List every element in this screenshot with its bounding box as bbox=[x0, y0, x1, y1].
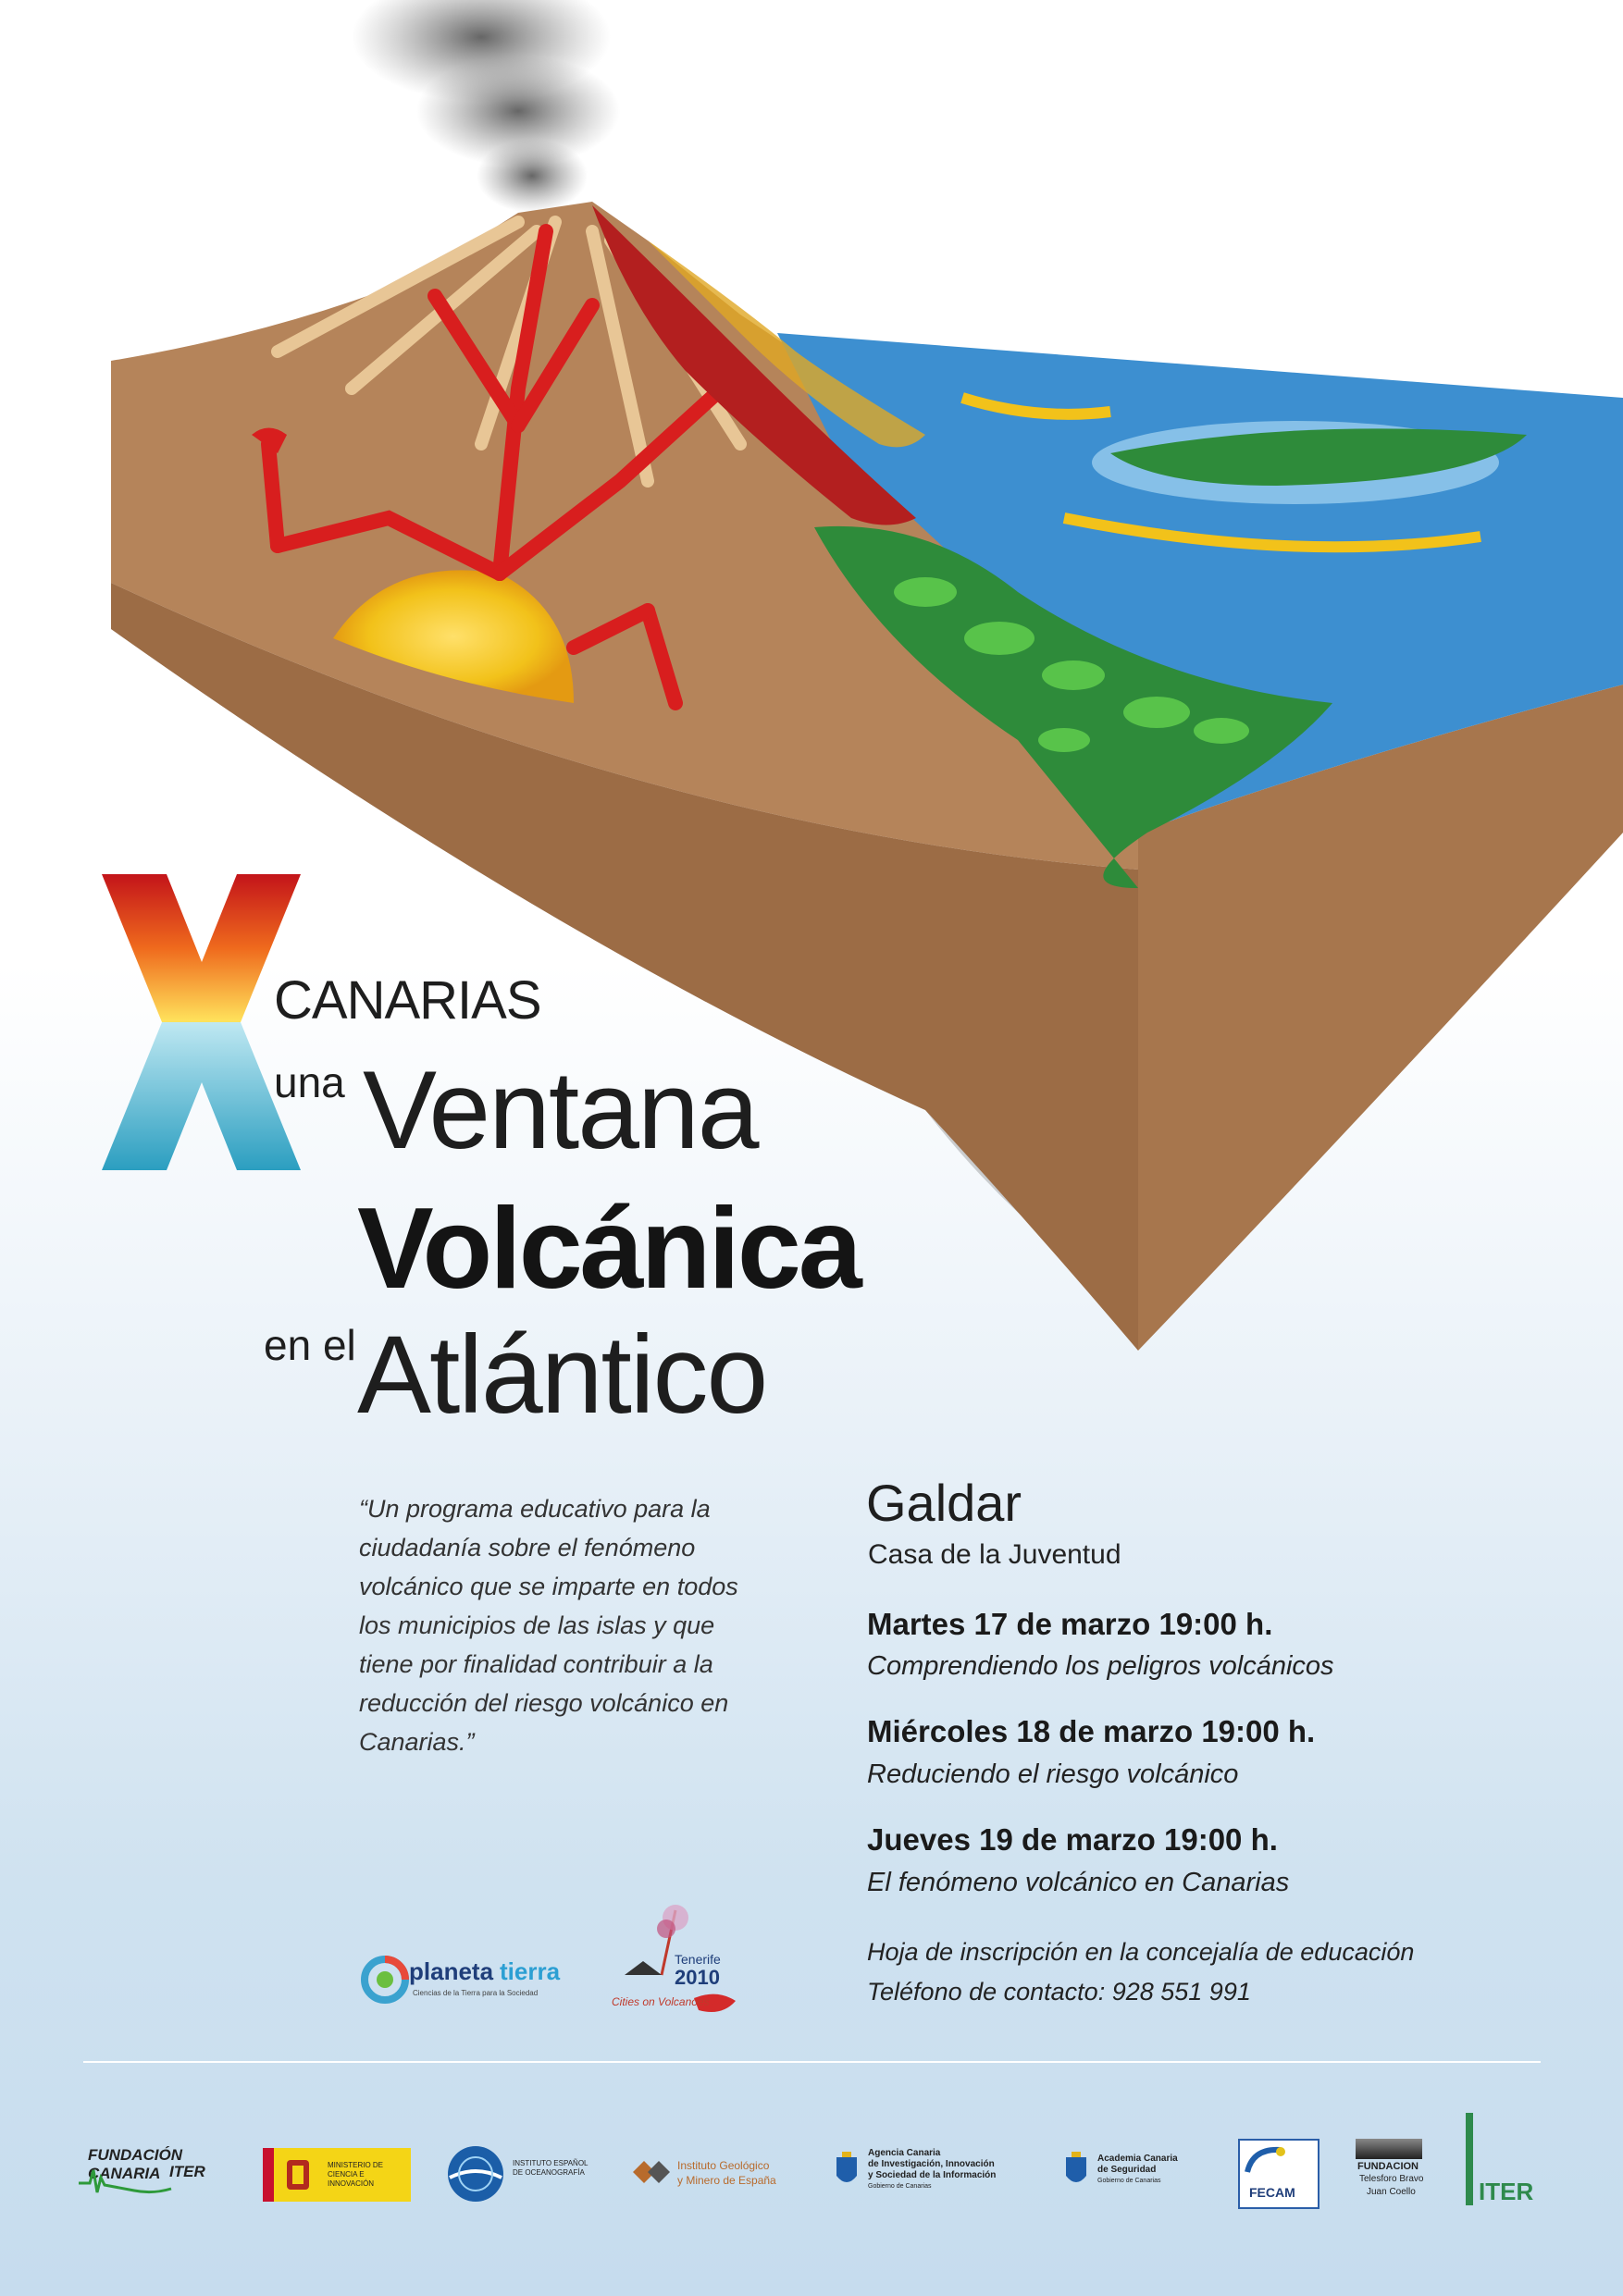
iter-bar bbox=[1466, 2113, 1473, 2205]
fecam-mark-icon bbox=[1244, 2144, 1290, 2178]
academia-canaria-logo: Academia Canaria de Seguridad Gobierno de Canarias bbox=[1062, 2146, 1201, 2202]
seismograph-icon bbox=[79, 2165, 227, 2202]
igme-mark-icon bbox=[631, 2154, 672, 2191]
location-city: Galdar bbox=[866, 1474, 1022, 1532]
registration-info: Hoja de inscripción en la concejalía de educación bbox=[867, 1938, 1415, 1966]
igme-logo: Instituto Geológico y Minero de España bbox=[631, 2152, 807, 2198]
fundacion-iter-logo: FUNDACIÓN CANARIA ITER bbox=[79, 2144, 227, 2209]
agencia-canaria-logo: Agencia Canaria de Investigación, Innovación y Sociedad de la Información Gobierno de Canarias bbox=[833, 2146, 1027, 2202]
planeta-tierra-icon bbox=[361, 1956, 409, 2004]
title-canarias: CANARIAS bbox=[274, 970, 541, 1031]
program-quote: “Un programa educativo para la ciudadanía sobre el fenómeno volcánico que se imparte en todos los municipios de las islas y que tiene por finalidad contribuir a la reducción del riesgo volcánico en Canarias.” bbox=[359, 1495, 738, 1756]
iter-logo: ITER bbox=[1460, 2111, 1543, 2213]
title-atlantico: Atlántico bbox=[357, 1313, 767, 1437]
title-una: una bbox=[274, 1058, 345, 1106]
event-date: Martes 17 de marzo 19:00 h. bbox=[867, 1607, 1273, 1641]
ieo-globe-icon bbox=[446, 2144, 505, 2203]
planeta-tierra-logo: planeta tierra Ciencias de la Tierra para la Sociedad bbox=[361, 1950, 574, 2011]
event-date: Jueves 19 de marzo 19:00 h. bbox=[867, 1822, 1278, 1857]
x-logo-icon bbox=[102, 874, 301, 1170]
contact-phone: Teléfono de contacto: 928 551 991 bbox=[867, 1978, 1251, 2006]
canarias-shield-icon bbox=[833, 2150, 861, 2191]
fundacion-banner bbox=[1356, 2139, 1422, 2159]
title-volcanica: Volcánica bbox=[357, 1185, 860, 1313]
fundacion-telesforo-bravo-logo: FUNDACION Telesforo Bravo Juan Coello bbox=[1356, 2139, 1430, 2211]
event-topic: El fenómeno volcánico en Canarias bbox=[867, 1868, 1290, 1897]
event-topic: Reduciendo el riesgo volcánico bbox=[867, 1759, 1239, 1789]
title-ventana: Ventana bbox=[363, 1048, 758, 1172]
smoke-plume bbox=[352, 0, 620, 213]
ieo-logo: INSTITUTO ESPAÑOL DE OCEANOGRAFÍA bbox=[446, 2144, 603, 2205]
location-venue: Casa de la Juventud bbox=[868, 1539, 1121, 1570]
title-en-el: en el bbox=[264, 1321, 356, 1369]
ministerio-logo: MINISTERIO DE CIENCIA E INNOVACIÓN bbox=[263, 2148, 411, 2202]
flag-stripe bbox=[263, 2148, 274, 2202]
divider bbox=[83, 2061, 1541, 2063]
canarias-shield-icon bbox=[1062, 2150, 1090, 2191]
cities-on-volcanoes-logo: Tenerife 2010 Cities on Volcanoes bbox=[606, 1901, 745, 2021]
coat-of-arms-icon bbox=[279, 2154, 316, 2195]
event-date: Miércoles 18 de marzo 19:00 h. bbox=[867, 1714, 1316, 1748]
event-topic: Comprendiendo los peligros volcánicos bbox=[867, 1651, 1334, 1681]
fecam-logo: FECAM bbox=[1238, 2139, 1319, 2209]
